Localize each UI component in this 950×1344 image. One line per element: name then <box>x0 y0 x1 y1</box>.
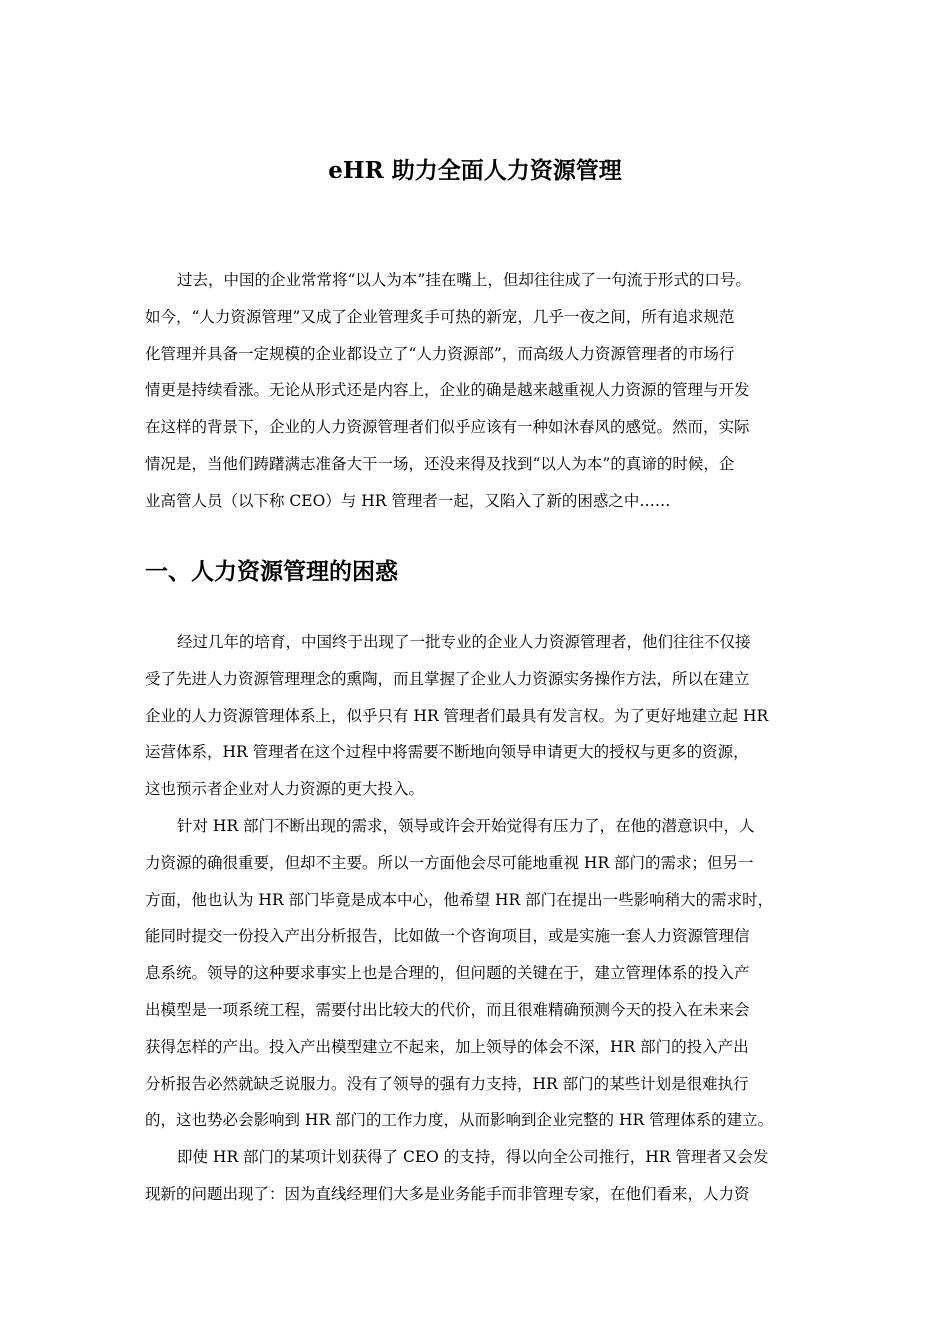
text-line: 情更是持续看涨。无论从形式还是内容上，企业的确是越来越重视人力资源的管理与开发 <box>145 381 750 400</box>
text-line: 这也预示者企业对人力资源的更大投入。 <box>145 780 425 799</box>
document-title: eHR 助力全面人力资源管理 <box>328 157 622 184</box>
text-line: 在这样的背景下，企业的人力资源管理者们似乎应该有一种如沐春风的感觉。然而，实际 <box>145 418 750 437</box>
text-line: 情况是，当他们踌躇满志准备大干一场，还没来得及找到“以人为本”的真谛的时候，企 <box>145 454 735 473</box>
text-line: 针对 HR 部门不断出现的需求，领导或许会开始觉得有压力了，在他的潜意识中，人 <box>177 816 755 835</box>
text-line: 力资源的确很重要，但却不主要。所以一方面他会尽可能地重视 HR 部门的需求；但另一 <box>145 853 754 872</box>
section-heading: 一、人力资源管理的困惑 <box>145 558 398 585</box>
text-line: 受了先进人力资源管理理念的熏陶，而且掌握了企业人力资源实务操作方法，所以在建立 <box>145 669 750 688</box>
intro-paragraph <box>145 262 813 520</box>
text-line: 过去，中国的企业常常将“以人为本”挂在嘴上，但却往往成了一句流于形式的口号。 <box>177 271 751 289</box>
text-line: 息系统。领导的这种要求事实上也是合理的，但问题的关键在于，建立管理体系的投入产 <box>145 964 750 983</box>
text-line: 能同时提交一份投入产出分析报告，比如做一个咨询项目，或是实施一套人力资源管理信 <box>145 927 750 946</box>
text-line: 分析报告必然就缺乏说服力。没有了领导的强有力支持，HR 部门的某些计划是很难执行 <box>145 1074 749 1093</box>
text-line: 企业的人力资源管理体系上，似乎只有 HR 管理者们最具有发言权。为了更好地建立起 HR <box>145 706 769 725</box>
text-line: 如今，“人力资源管理”又成了企业管理炙手可热的新宠，几乎一夜之间，所有追求规范 <box>145 307 735 326</box>
text-line: 运营体系，HR 管理者在这个过程中将需要不断地向领导申请更大的授权与更多的资源， <box>145 743 749 762</box>
text-line: 现新的问题出现了：因为直线经理们大多是业务能手而非管理专家，在他们看来，人力资 <box>145 1184 750 1203</box>
text-line: 出模型是一项系统工程，需要付出比较大的代价，而且很难精确预测今天的投入在未来会 <box>145 1000 750 1019</box>
text-line: 业高管人员（以下称 CEO）与 HR 管理者一起，又陷入了新的困惑之中…… <box>145 491 671 510</box>
text-line: 的，这也势必会影响到 HR 部门的工作力度，从而影响到企业完整的 HR 管理体系的建立。 <box>145 1111 774 1130</box>
text-line: 经过几年的培育，中国终于出现了一批专业的企业人力资源管理者，他们往往不仅接 <box>177 633 751 651</box>
section-body <box>145 624 813 1213</box>
text-line: 方面，他也认为 HR 部门毕竟是成本中心，他希望 HR 部门在提出一些影响稍大的需求时， <box>145 890 774 909</box>
text-line: 即使 HR 部门的某项计划获得了 CEO 的支持，得以向全公司推行，HR 管理者又会发 <box>177 1148 769 1167</box>
text-line: 化管理并具备一定规模的企业都设立了“人力资源部”，而高级人力资源管理者的市场行 <box>145 344 735 363</box>
text-line: 获得怎样的产出。投入产出模型建立不起来，加上领导的体会不深，HR 部门的投入产出 <box>145 1037 749 1056</box>
